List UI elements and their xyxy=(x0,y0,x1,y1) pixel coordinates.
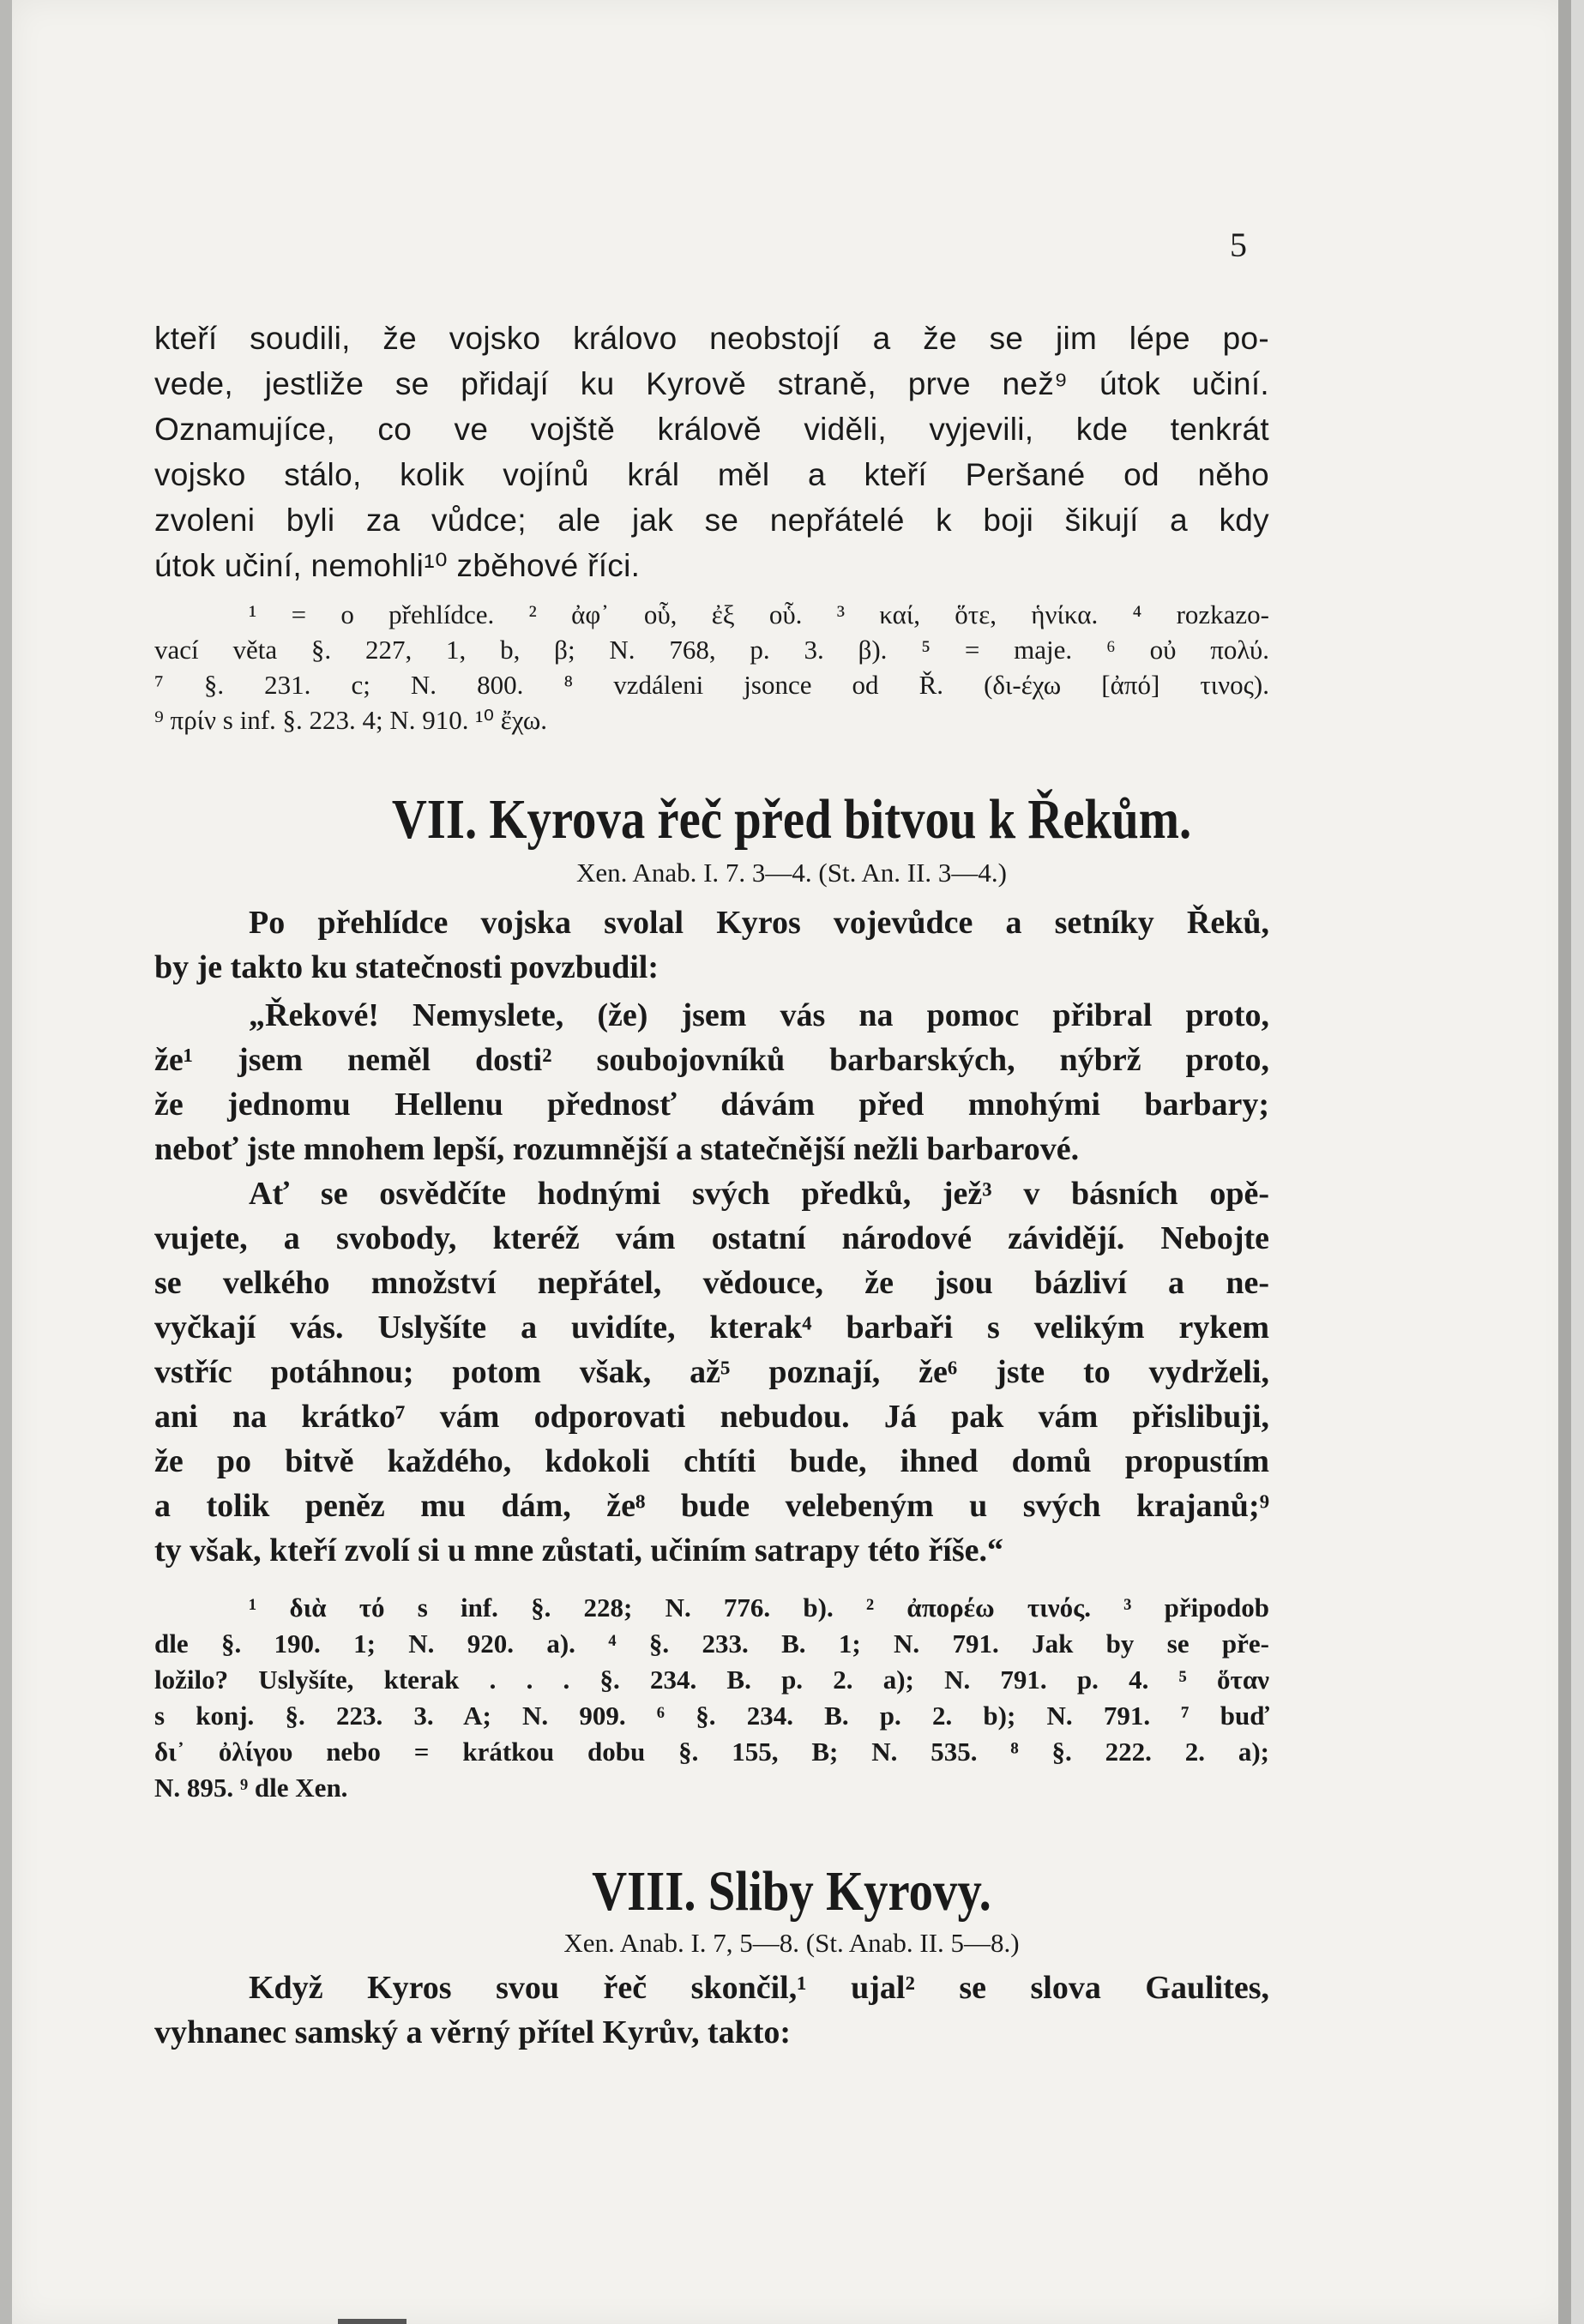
footnote-line: dle §. 190. 1; N. 920. a). ⁴ §. 233. B. 1; N. 791. Jak by se pře- xyxy=(154,1629,1269,1659)
text-line: by je takto ku statečnosti povzbudil: xyxy=(154,949,659,985)
section-source-vii: Xen. Anab. I. 7. 3—4. (St. An. II. 3—4.) xyxy=(576,858,1007,888)
text-line: útok učiní, nemohli¹⁰ zběhové říci. xyxy=(154,548,641,583)
footnote-line: ¹ διὰ τό s inf. §. 228; N. 776. b). ² ἀπορέω τινός. ³ připodob xyxy=(249,1592,1269,1623)
paragraph-speech-part1 xyxy=(154,993,1269,1171)
text-line: vujete, a svobody, kteréž vám ostatní národové závidějí. Nebojte xyxy=(154,1220,1269,1256)
text-line: Po přehlídce vojska svolal Kyros vojevůdce a setníky Řeků, xyxy=(249,905,1269,941)
text-line: Když Kyros svou řeč skončil,¹ ujal² se slova Gaulites, xyxy=(249,1970,1269,2006)
paragraph-kyros-summons xyxy=(154,900,1269,990)
text-line: Ať se osvědčíte hodnými svých předků, jež³ v básních opě- xyxy=(249,1176,1269,1212)
paragraph-speech-part2 xyxy=(154,1171,1269,1573)
text-line: ty však, kteří zvolí si u mne zůstati, učiním satrapy této říše.“ xyxy=(154,1532,1004,1568)
text-line: kteří soudili, že vojsko královo neobstojí a že se jim lépe po- xyxy=(154,321,1269,356)
footnote-line: ¹ = o přehlídce. ² ἀφ᾽ οὗ, ἐξ οὗ. ³ καί, ὅτε, ἡνίκα. ⁴ rozkazo- xyxy=(249,599,1269,629)
text-line: a tolik peněz mu dám, že⁸ bude velebeným u svých krajanů;⁹ xyxy=(154,1488,1269,1524)
text-line: se velkého množství nepřátel, vědouce, že jsou bázliví a ne- xyxy=(154,1265,1269,1301)
paragraph-gaulites xyxy=(154,1966,1269,2055)
footnote-line: s konj. §. 223. 3. A; N. 909. ⁶ §. 234. B. p. 2. b); N. 791. ⁷ buď xyxy=(154,1701,1269,1731)
text-line: vojsko stálo, kolik vojínů král měl a kteří Peršané od něho xyxy=(154,457,1269,492)
section-heading-viii: VIII. Sliby Kyrovy. xyxy=(592,1860,991,1923)
text-line: že po bitvě každého, kdokoli chtíti bude, ihned domů propustím xyxy=(154,1443,1269,1479)
footnotes-intro xyxy=(154,597,1269,738)
text-line: vyčkají vás. Uslyšíte a uvidíte, kterak⁴ barbaři s velikým rykem xyxy=(154,1310,1269,1346)
footnote-line: δι᾽ ὀλίγου nebo = krátkou dobu §. 155, B; N. 535. ⁸ §. 222. 2. a); xyxy=(154,1737,1269,1767)
footnote-line: ložilo? Uslyšíte, kterak . . . §. 234. B. p. 2. a); N. 791. p. 4. ⁵ ὅταν xyxy=(154,1665,1269,1695)
section-source-viii: Xen. Anab. I. 7, 5—8. (St. Anab. II. 5—8.) xyxy=(563,1928,1020,1958)
footnote-line: N. 895. ⁹ dle Xen. xyxy=(154,1773,348,1803)
footnote-line: ⁹ πρίν s inf. §. 223. 4; N. 910. ¹⁰ ἔχω. xyxy=(154,705,548,735)
text-line: že jednomu Hellenu přednosť dávám před mnohými barbary; xyxy=(154,1087,1269,1123)
text-line: vede, jestliže se přidají ku Kyrově straně, prve než⁹ útok učiní. xyxy=(154,366,1269,401)
scan-right-edge xyxy=(1558,0,1571,2324)
text-line: vyhnanec samský a věrný přítel Kyrův, takto: xyxy=(154,2014,792,2050)
book-page xyxy=(12,0,1571,2324)
text-line: vstříc potáhnou; potom však, až⁵ poznají, že⁶ jste to vydrželi, xyxy=(154,1354,1269,1390)
page-number: 5 xyxy=(1230,226,1247,264)
text-line: ani na krátko⁷ vám odporovati nebudou. Já pak vám přislibuji, xyxy=(154,1399,1269,1435)
text-line: Oznamujíce, co ve vojště královĕ viděli, vyjevili, kde tenkrát xyxy=(154,412,1269,447)
text-line: neboť jste mnohem lepší, rozumnější a statečnější nežli barbarové. xyxy=(154,1131,1080,1167)
text-line: že¹ jsem neměl dosti² soubojovníků barbarských, nýbrž proto, xyxy=(154,1042,1269,1078)
footnotes-speech xyxy=(154,1590,1269,1806)
text-line: zvoleni byli za vůdce; ale jak se nepřátelé k boji šikují a kdy xyxy=(154,503,1269,538)
footnote-line: vací věta §. 227, 1, b, β; N. 768, p. 3. β). ⁵ = maje. ⁶ οὐ πολύ. xyxy=(154,635,1269,665)
paragraph-intro xyxy=(154,316,1269,588)
scan-left-edge xyxy=(0,0,12,2324)
footnote-line: ⁷ §. 231. c; N. 800. ⁸ vzdáleni jsonce od Ř. (δι-έχω [ἀπό] τινος). xyxy=(154,670,1269,700)
page-bottom-mark xyxy=(338,2319,407,2324)
section-heading-vii: VII. Kyrova řeč před bitvou k Řekům. xyxy=(391,788,1192,851)
text-line: „Řekové! Nemyslete, (že) jsem vás na pomoc přibral proto, xyxy=(249,997,1269,1033)
